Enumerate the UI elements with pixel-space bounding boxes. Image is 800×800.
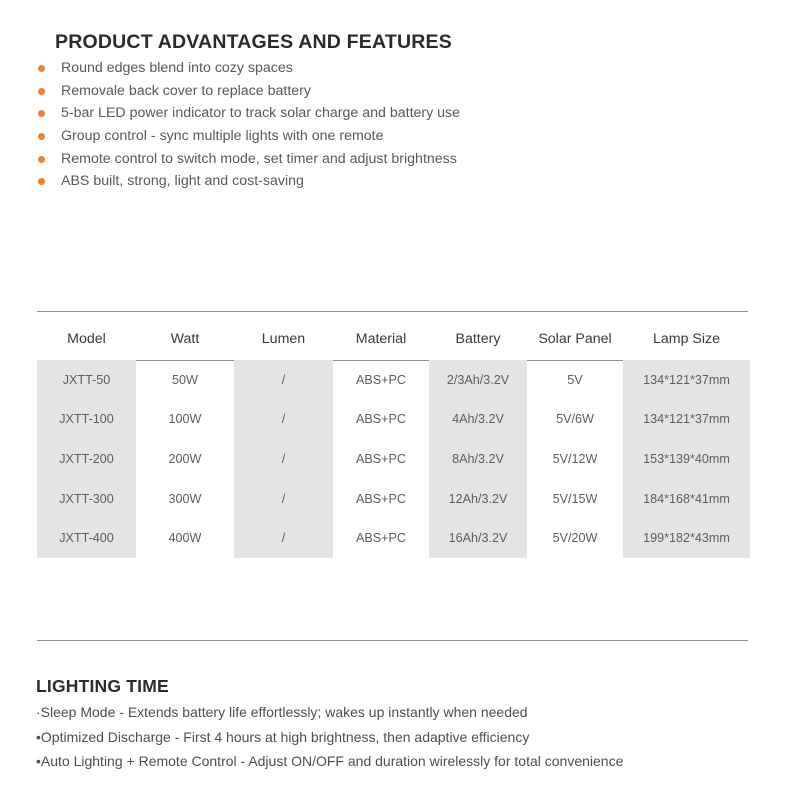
bullet-icon <box>38 156 45 163</box>
features-list <box>38 57 758 193</box>
table-cell: 8Ah/3.2V <box>429 439 527 479</box>
table-cell: JXTT-50 <box>37 360 136 400</box>
table-cell: ABS+PC <box>355 372 407 387</box>
bullet-icon <box>38 133 45 140</box>
table-cell: ABS+PC <box>355 491 407 506</box>
table-body <box>37 360 750 558</box>
divider-above-lighting-time <box>37 640 748 641</box>
table-cell: / <box>234 479 333 519</box>
table-cell: / <box>234 439 333 479</box>
table-cell: 184*168*41mm <box>623 479 750 519</box>
table-cell: 200W <box>168 451 202 466</box>
table-cell: 400W <box>168 531 202 546</box>
table-cell: 300W <box>168 491 202 506</box>
table-row <box>37 360 750 400</box>
list-item <box>38 57 758 80</box>
column-header: Watt <box>170 331 200 347</box>
table-cell: JXTT-200 <box>37 439 136 479</box>
column-header: Lamp Size <box>652 331 721 347</box>
feature-text: 5-bar LED power indicator to track solar charge and battery use <box>61 105 461 122</box>
lighting-time-title: LIGHTING TIME <box>36 675 169 696</box>
table-cell: 50W <box>172 372 198 387</box>
table-row <box>37 479 750 519</box>
table-cell: / <box>234 518 333 558</box>
table-cell: / <box>234 400 333 440</box>
list-item <box>38 148 758 171</box>
bullet-icon <box>38 65 45 72</box>
bullet-icon <box>38 88 45 95</box>
divider-above-table <box>37 311 748 312</box>
table-header-row <box>37 318 750 360</box>
table-cell: ABS+PC <box>355 412 407 427</box>
list-item <box>38 102 758 125</box>
table-cell: ABS+PC <box>355 531 407 546</box>
column-header: Solar Panel <box>538 331 612 347</box>
table-cell: 16Ah/3.2V <box>429 518 527 558</box>
table-cell: JXTT-400 <box>37 518 136 558</box>
table-header <box>37 318 750 360</box>
column-header: Material <box>355 331 407 347</box>
table-cell: 2/3Ah/3.2V <box>429 360 527 400</box>
feature-text: Round edges blend into cozy spaces <box>61 60 293 76</box>
specification-table <box>37 318 750 558</box>
column-header: Lumen <box>261 331 306 347</box>
list-item <box>38 125 758 148</box>
table-cell: 12Ah/3.2V <box>429 479 527 519</box>
column-header: Model <box>67 331 106 347</box>
table-cell: ABS+PC <box>355 451 407 466</box>
table-row <box>37 439 750 479</box>
table-cell: 199*182*43mm <box>623 518 750 558</box>
list-item: •Optimized Discharge - First 4 hours at high brightness, then adaptive efficiency <box>36 728 530 745</box>
table-cell: 5V/15W <box>552 491 598 506</box>
table-cell: / <box>234 360 333 400</box>
list-item: ·Sleep Mode - Extends battery life effortlessly; wakes up instantly when needed <box>36 704 528 720</box>
feature-text: Remote control to switch mode, set timer and adjust brightness <box>61 150 457 167</box>
feature-text: Removale back cover to replace battery <box>61 82 311 99</box>
table-cell: 5V/6W <box>556 412 594 427</box>
table-cell: 5V/12W <box>552 451 598 466</box>
bullet-icon <box>38 178 45 185</box>
table-cell: JXTT-300 <box>37 479 136 519</box>
list-item <box>38 80 758 103</box>
list-item <box>38 170 758 193</box>
table-cell: 100W <box>168 412 202 427</box>
table-cell: 134*121*37mm <box>623 360 750 400</box>
list-item: •Auto Lighting + Remote Control - Adjust ON/OFF and duration wirelessly for total convenience <box>36 753 624 769</box>
column-header: Battery <box>455 331 501 347</box>
table-cell: 5V <box>567 372 583 387</box>
feature-text: Group control - sync multiple lights with one remote <box>61 128 384 145</box>
table-cell: 5V/20W <box>552 531 598 546</box>
page-title: PRODUCT ADVANTAGES AND FEATURES <box>55 31 452 54</box>
table-cell: JXTT-100 <box>37 400 136 440</box>
lighting-time-list <box>36 700 766 774</box>
feature-text: ABS built, strong, light and cost-saving <box>61 173 304 190</box>
table-cell: 4Ah/3.2V <box>429 400 527 440</box>
bullet-icon <box>38 110 45 117</box>
table-cell: 134*121*37mm <box>623 400 750 440</box>
table-row <box>37 400 750 440</box>
table-row <box>37 518 750 558</box>
table-cell: 153*139*40mm <box>623 439 750 479</box>
